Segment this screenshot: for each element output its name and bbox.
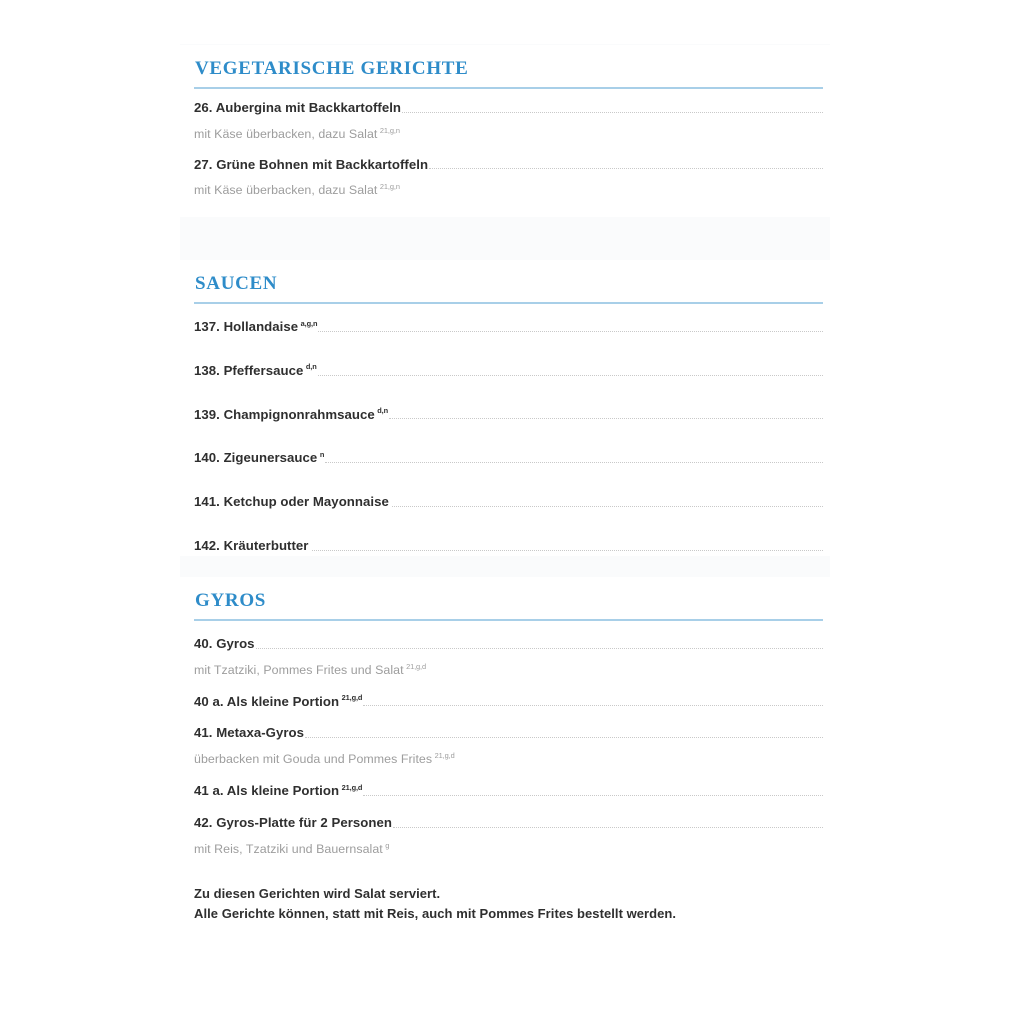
section-divider [194,619,823,621]
menu-item-description: mit Käse überbacken, dazu Salat $^{21,g,n}$ [194,125,400,141]
menu-item[interactable] [194,724,816,768]
menu-item[interactable] [194,156,816,200]
menu-item-title-row [194,449,823,467]
menu-item-title: 137. Hollandaise $^{a,g,n}$ [194,318,318,334]
section-footnotes [194,884,816,924]
menu-item-list [194,93,816,199]
dotted-leader [256,647,823,649]
dotted-leader [389,417,823,419]
section-divider [194,87,823,89]
menu-item-title: 142. Kräuterbutter [194,537,311,555]
dotted-leader [429,167,823,169]
dotted-leader [305,736,823,738]
allergen-marker: 21,g,d [341,693,363,703]
dotted-leader [318,374,823,376]
menu-item[interactable] [194,449,816,467]
menu-item-title-row [194,693,823,711]
allergen-marker [309,538,312,547]
menu-item-title: 140. Zigeunersauce $^n$ [194,449,325,466]
menu-item-title: 41. Metaxa-Gyros [194,725,305,741]
allergen-marker: d,n [305,362,317,372]
section-header [194,577,816,621]
allergen-marker: n [319,449,325,459]
menu-item[interactable] [194,362,816,380]
allergen-marker [389,494,392,503]
menu-item[interactable] [194,782,816,800]
menu-item-title-row [194,362,823,380]
menu-item-description: mit Reis, Tzatziki und Bauernsalat $^g$ [194,840,390,856]
menu-item[interactable] [194,693,816,711]
menu-item-description: mit Tzatziki, Pommes Frites und Salat $^{21,g,d}$ [194,661,427,677]
section-saucen [180,260,830,556]
dotted-leader [363,704,823,706]
allergen-marker: d,n [377,406,389,416]
menu-item-title: 42. Gyros-Platte für 2 Personen [194,814,392,830]
menu-item-title: 27. Grüne Bohnen mit Backkartoffeln [194,156,429,172]
allergen-marker: 21,g,d [434,751,455,761]
menu-item-list [194,625,816,924]
menu-item-title: 40 a. Als kleine Portion $^{21,g,d}$ [194,693,363,709]
menu-item[interactable] [194,406,816,424]
section-header [194,45,816,89]
allergen-marker: 21,g,n [379,125,400,135]
menu-item-title: 40. Gyros [194,635,255,651]
footnote-line: Zu diesen Gerichten wird Salat serviert. [194,885,441,901]
menu-item[interactable] [194,99,816,143]
menu-item-description: überbacken mit Gouda und Pommes Frites $^{21,g,d}$ [194,751,455,767]
section-title: VEGETARISCHE GERICHTE [195,58,469,79]
section-header [194,260,816,304]
allergen-marker: g [385,840,390,850]
allergen-marker: 21,g,d [341,782,363,792]
dotted-leader [402,111,823,113]
menu-item[interactable] [194,318,816,336]
allergen-marker: 21,g,n [379,182,400,192]
menu-item-title-row [194,635,823,653]
menu-item-list [194,308,816,555]
section-gyros [180,577,830,962]
menu-item-title-row [194,406,823,424]
menu-item-title-row [194,99,823,117]
menu-item-title: 26. Aubergina mit Backkartoffeln [194,99,402,115]
menu-item-title-row [194,724,823,742]
menu-item[interactable] [194,635,816,679]
menu-item-title-row [194,318,823,336]
dotted-leader [318,330,823,332]
menu-item[interactable] [194,493,816,511]
section-title: GYROS [195,590,267,611]
allergen-marker: a,g,n [300,318,318,328]
menu-item-title-row [194,493,823,511]
menu-item[interactable] [194,537,816,555]
menu-item-description: mit Käse überbacken, dazu Salat $^{21,g,n}$ [194,182,400,198]
section-title: SAUCEN [195,273,278,294]
dotted-leader [392,505,823,507]
footnote-line: Alle Gerichte können, statt mit Reis, auch mit Pommes Frites bestellt werden. [194,905,677,921]
dotted-leader [393,826,823,828]
menu-item-title: 138. Pfeffersauce $^{d,n}$ [194,362,317,378]
allergen-marker: 21,g,d [406,661,427,671]
menu-item-title-row [194,537,823,555]
dotted-leader [312,549,823,551]
menu-item-title: 41 a. Als kleine Portion $^{21,g,d}$ [194,782,363,799]
menu-item-title: 139. Champignonrahmsauce $^{d,n}$ [194,406,389,422]
menu-item-title-row [194,156,823,174]
section-vegetarische-gerichte [180,45,830,217]
dotted-leader [325,461,823,463]
menu-item-title-row [194,782,823,800]
section-divider [194,302,823,304]
menu-item-title-row [194,814,823,832]
dotted-leader [363,794,823,796]
menu-item-title: 141. Ketchup oder Mayonnaise [194,493,391,511]
menu-item[interactable] [194,814,816,858]
